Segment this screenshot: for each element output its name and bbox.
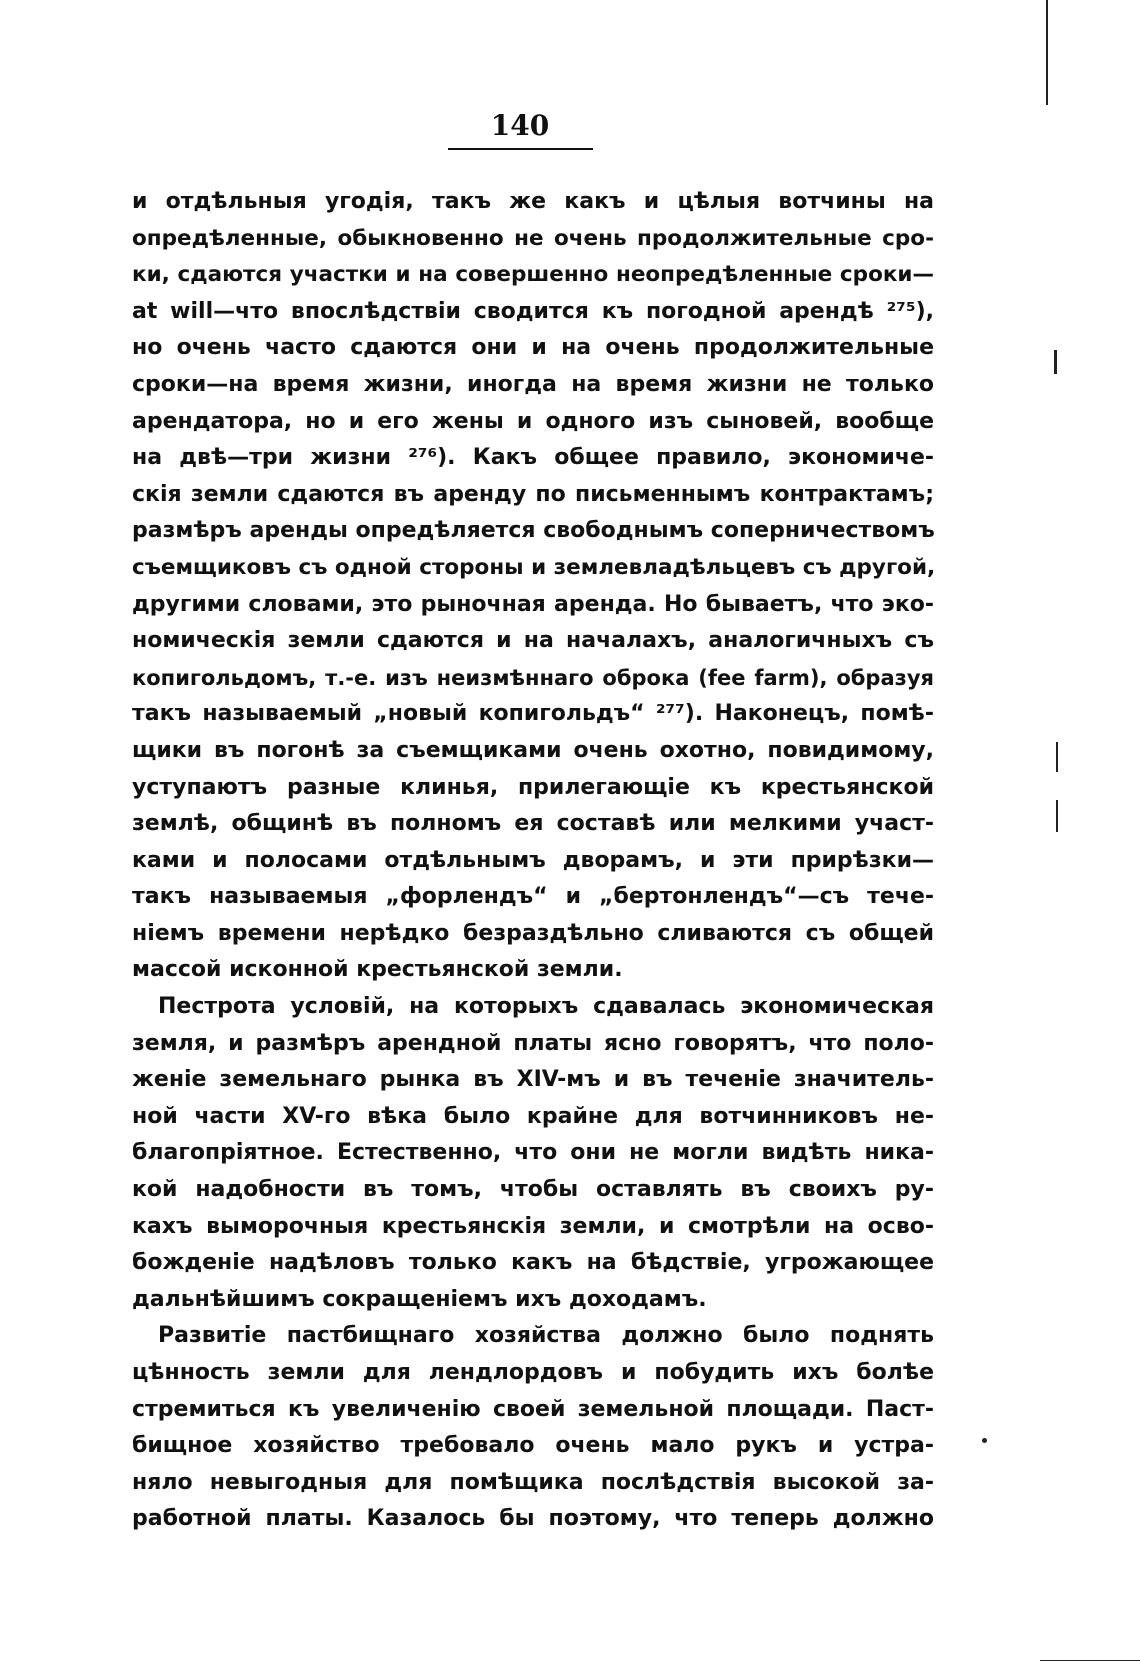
text-line: такъ называемыя „форлендъ“ и „бертонлендъ“—съ тече- <box>132 884 934 910</box>
text-line: на двѣ—три жизни ²⁷⁶). Какъ общее правило, экономиче- <box>132 445 934 471</box>
text-line: землѣ, общинѣ въ полномъ ея составѣ или мелкими участ- <box>132 811 934 837</box>
text-line: скія земли сдаются въ аренду по письменнымъ контрактамъ; <box>132 481 934 507</box>
text-line: кой надобности въ томъ, чтобы оставлять въ своихъ ру- <box>132 1177 934 1203</box>
text-line: Пестрота условій, на которыхъ сдавалась экономическая <box>158 994 934 1020</box>
text-line: размѣръ аренды опредѣляется свободнымъ соперничествомъ <box>132 518 935 544</box>
text-line: at will—что впослѣдствіи сводится къ погодной арендѣ ²⁷⁵), <box>132 298 934 324</box>
text-line: цѣнность земли для лендлордовъ и побудить ихъ болѣе <box>132 1360 934 1385</box>
text-line: земля, и размѣръ арендной платы ясно говорятъ, что поло- <box>132 1030 934 1056</box>
text-line: другими словами, это рыночная аренда. Но бываетъ, что эко- <box>132 591 934 617</box>
text-line: съемщиковъ съ одной стороны и землевладѣльцевъ съ другой, <box>132 554 936 580</box>
text-line: няло невыгодныя для помѣщика послѣдствія высокой за- <box>132 1469 934 1495</box>
text-line: ніемъ времени нерѣдко безраздѣльно сливаются съ общей <box>132 920 934 946</box>
text-body <box>132 184 934 1538</box>
text-line: но очень часто сдаются они и на очень продолжительные <box>132 335 934 361</box>
text-line: номическія земли сдаются и на началахъ, аналогичныхъ съ <box>132 628 934 654</box>
text-line: арендатора, но и его жены и одного изъ сыновей, вообще <box>132 408 934 434</box>
text-line: женіе земельнаго рынка въ XIV-мъ и въ теченіе значитель- <box>132 1067 934 1093</box>
text-line: благопріятное. Естественно, что они не могли видѣть никa- <box>132 1140 934 1166</box>
text-line: ками и полосами отдѣльнымъ дворамъ, и эти прирѣзки— <box>132 847 934 873</box>
text-line: сроки—на время жизни, иногда на время жизни не только <box>132 371 934 397</box>
text-line: массой исконной крестьянской земли. <box>132 957 623 983</box>
text-line: копигольдомъ, т.-е. изъ неизмѣннаго оброка (fee farm), образуя <box>132 665 934 690</box>
scan-edge-mark <box>1056 800 1058 832</box>
text-line: работной платы. Казалось бы поэтому, что теперь должно <box>132 1506 934 1532</box>
text-line: уступаютъ разные клинья, прилегающіе къ крестьянской <box>132 774 934 800</box>
scan-edge-mark <box>1056 742 1058 772</box>
text-line: божденіе надѣловъ только какъ на бѣдствіе, угрожающее <box>132 1250 934 1276</box>
text-line: дальнѣйшимъ сокращеніемъ ихъ доходамъ. <box>132 1286 707 1312</box>
page-number: 140 <box>490 109 550 142</box>
text-line: опредѣленные, обыкновенно не очень продолжительные сро- <box>132 225 934 251</box>
scan-edge-mark <box>1054 350 1057 374</box>
text-line: щики въ погонѣ за съемщиками очень охотно, повидимому, <box>132 737 934 763</box>
text-line: ной части XV-го вѣка было крайне для вотчинниковъ не- <box>132 1103 934 1129</box>
text-line: стремиться къ увеличенію своей земельной площади. Паст- <box>132 1396 934 1422</box>
scan-edge-mark <box>982 1438 987 1443</box>
text-line: ки, сдаются участки и на совершенно неопредѣленные сроки— <box>132 262 934 288</box>
text-line: кахъ выморочныя крестьянскія земли, и смотрѣли на осво- <box>132 1213 934 1239</box>
text-line: и отдѣльныя угодія, такъ же какъ и цѣлыя вотчины на <box>132 189 934 214</box>
scan-edge-mark <box>1040 1660 1140 1661</box>
text-line: бищное хозяйство требовало очень мало рукъ и устра- <box>132 1433 934 1459</box>
text-line: такъ называемый „новый копигольдъ“ ²⁷⁷). Наконецъ, помѣ- <box>132 701 934 727</box>
text-line: Развитіе пастбищнаго хозяйства должно было поднять <box>158 1323 934 1349</box>
scan-edge-mark <box>1046 0 1048 105</box>
page-number-rule <box>448 148 593 150</box>
